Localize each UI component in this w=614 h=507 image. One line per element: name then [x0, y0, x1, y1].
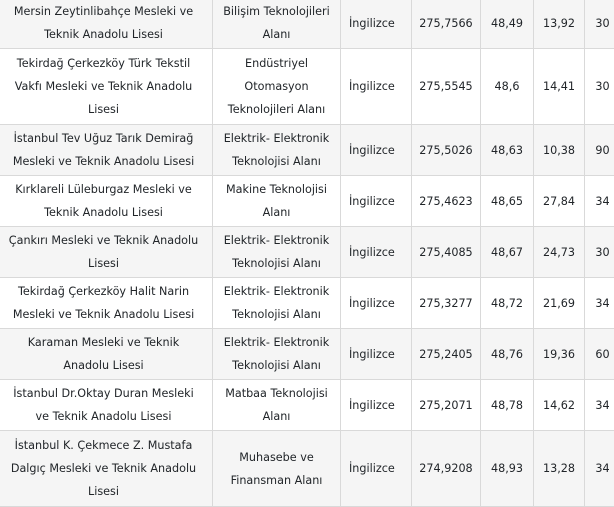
percentile-cell: 48,6: [481, 49, 534, 125]
score-cell: 275,4623: [412, 176, 481, 227]
field-cell: Elektrik- Elektronik Teknolojisi Alanı: [213, 125, 341, 176]
school-name-cell: Çankırı Mesleki ve Teknik Anadolu Lisesi: [0, 227, 213, 278]
school-name-cell: Mersin Zeytinlibahçe Mesleki ve Teknik Anadolu Lisesi: [0, 0, 213, 49]
language-cell: İngilizce: [341, 329, 412, 380]
language-cell: İngilizce: [341, 431, 412, 507]
field-cell: Matbaa Teknolojisi Alanı: [213, 380, 341, 431]
language-cell: İngilizce: [341, 278, 412, 329]
score-cell: 274,9208: [412, 431, 481, 507]
quota-cell: 30: [585, 227, 614, 278]
value-cell: 27,84: [534, 176, 585, 227]
table-row: [0, 125, 614, 176]
language-cell: İngilizce: [341, 380, 412, 431]
school-name-cell: İstanbul K. Çekmece Z. Mustafa Dalgıç Mesleki ve Teknik Anadolu Lisesi: [0, 431, 213, 507]
table-row: [0, 278, 614, 329]
quota-cell: 30: [585, 49, 614, 125]
field-cell: Bilişim Teknolojileri Alanı: [213, 0, 341, 49]
school-name-cell: Karaman Mesleki ve Teknik Anadolu Lisesi: [0, 329, 213, 380]
field-cell: Muhasebe ve Finansman Alanı: [213, 431, 341, 507]
score-cell: 275,5026: [412, 125, 481, 176]
percentile-cell: 48,78: [481, 380, 534, 431]
value-cell: 14,41: [534, 49, 585, 125]
quota-cell: 34: [585, 380, 614, 431]
field-cell: Elektrik- Elektronik Teknolojisi Alanı: [213, 329, 341, 380]
table-row: [0, 0, 614, 49]
score-cell: 275,3277: [412, 278, 481, 329]
value-cell: 24,73: [534, 227, 585, 278]
value-cell: 21,69: [534, 278, 585, 329]
percentile-cell: 48,49: [481, 0, 534, 49]
language-cell: İngilizce: [341, 49, 412, 125]
score-cell: 275,7566: [412, 0, 481, 49]
score-cell: 275,2405: [412, 329, 481, 380]
percentile-cell: 48,63: [481, 125, 534, 176]
percentile-cell: 48,65: [481, 176, 534, 227]
language-cell: İngilizce: [341, 125, 412, 176]
field-cell: Elektrik- Elektronik Teknolojisi Alanı: [213, 278, 341, 329]
quota-cell: 90: [585, 125, 614, 176]
score-cell: 275,4085: [412, 227, 481, 278]
percentile-cell: 48,93: [481, 431, 534, 507]
school-name-cell: Tekirdağ Çerkezköy Türk Tekstil Vakfı Mesleki ve Teknik Anadolu Lisesi: [0, 49, 213, 125]
field-cell: Makine Teknolojisi Alanı: [213, 176, 341, 227]
quota-cell: 30: [585, 0, 614, 49]
value-cell: 13,92: [534, 0, 585, 49]
percentile-cell: 48,72: [481, 278, 534, 329]
percentile-cell: 48,67: [481, 227, 534, 278]
quota-cell: 60: [585, 329, 614, 380]
table-row: [0, 431, 614, 507]
school-name-cell: İstanbul Tev Uğuz Tarık Demirağ Mesleki ve Teknik Anadolu Lisesi: [0, 125, 213, 176]
language-cell: İngilizce: [341, 227, 412, 278]
school-name-cell: Tekirdağ Çerkezköy Halit Narin Mesleki ve Teknik Anadolu Lisesi: [0, 278, 213, 329]
field-cell: Elektrik- Elektronik Teknolojisi Alanı: [213, 227, 341, 278]
table-row: [0, 49, 614, 125]
value-cell: 10,38: [534, 125, 585, 176]
field-cell: Endüstriyel Otomasyon Teknolojileri Alanı: [213, 49, 341, 125]
table-row: [0, 227, 614, 278]
table-row: [0, 380, 614, 431]
percentile-cell: 48,76: [481, 329, 534, 380]
table-row: [0, 176, 614, 227]
value-cell: 14,62: [534, 380, 585, 431]
quota-cell: 34: [585, 176, 614, 227]
quota-cell: 34: [585, 278, 614, 329]
table-row: [0, 329, 614, 380]
score-cell: 275,5545: [412, 49, 481, 125]
value-cell: 13,28: [534, 431, 585, 507]
quota-cell: 34: [585, 431, 614, 507]
school-name-cell: İstanbul Dr.Oktay Duran Mesleki ve Teknik Anadolu Lisesi: [0, 380, 213, 431]
value-cell: 19,36: [534, 329, 585, 380]
language-cell: İngilizce: [341, 0, 412, 49]
score-cell: 275,2071: [412, 380, 481, 431]
school-name-cell: Kırklareli Lüleburgaz Mesleki ve Teknik Anadolu Lisesi: [0, 176, 213, 227]
language-cell: İngilizce: [341, 176, 412, 227]
